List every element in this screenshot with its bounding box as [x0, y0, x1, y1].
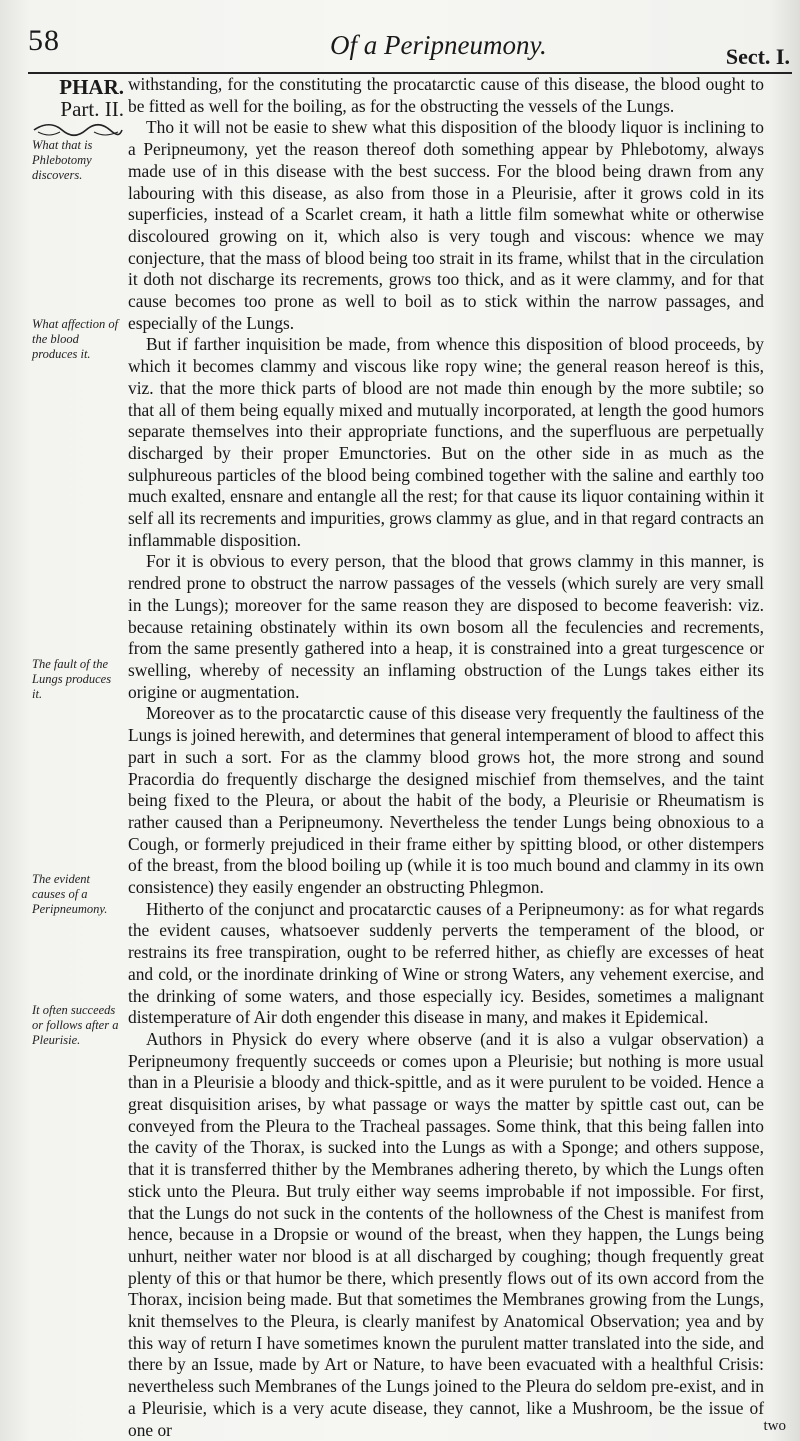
- part-line-phar: PHAR.: [59, 75, 124, 99]
- part-block: [32, 76, 124, 137]
- paragraph: Tho it will not be easie to shew what this disposition of the bloody liquor is inclining to a Peripneumony, yet the reason thereof doth something appear by Phlebotomy, always made use of in this disease with the best success. For the blood being drawn from any labouring with this disease, as also from those in a Pleurisie, after it grows cold in its superficies, instead of a Scarlet cream, it hath a little film somewhat white or otherwise discoloured growing on it, which also is very tough and viscous: whence we may conjecture, that the mass of blood being too strait in its frame, whilst that in the circulation it doth not discharge its recrements, grows too thick, and as it were clammy, and for that cause becomes too prone as well to boil as to stick within the narrow passages, and especially of the Lungs.: [128, 117, 764, 333]
- paragraph: But if farther inquisition be made, from whence this disposition of blood proceeds, by which it becomes clammy and viscous like ropy wine; the general reason hereof is this, viz. that the more thick parts of blood are not made thin enough by the more subtile; so that all of them being equally mixed and mutually incorporated, at length the good humors separate themselves into their appropriate functions, and the superfluous are perpetually discharged by their proper Emunctories. But on the other side in as much as the sulphureous particles of the blood being combined together with the saline and earthly too much exalted, ensnare and entangle all the rest; for that cause its liquor containing within it self all its recrements and impurities, grows clammy as glue, and in that regard contracts an inflammable disposition.: [128, 334, 765, 550]
- margin-note: The evident causes of a Peripneumony.: [32, 872, 108, 916]
- paragraph: Moreover as to the procatarctic cause of this disease very frequently the faultiness of the Lungs is joined herewith, and determines that general intemperament of blood to affect this part in such a sort. For as the clammy blood grows hot, the more strong and sound Pracordia do frequently discharge the designed mischief from themselves, and the taint being fixed to the Pleura, or about the habit of the body, a Pleurisie or Rheumatism is rather caused than a Peripneumony. Nevertheless the tender Lungs being obnoxious to a Cough, or formerly prejudiced in their frame either by spitting blood, or other distempers of the breast, from the blood boiling up (while it is too much bound and clammy in its own consistence) they easily engender an obstructing Phlegmon.: [128, 703, 764, 898]
- margin-note: What affection of the blood produces it.: [32, 317, 119, 361]
- part-line-part: Part. II.: [60, 97, 124, 121]
- section-label: Sect. I.: [725, 44, 790, 69]
- paragraph: withstanding, for the constituting the procatarctic cause of this disease, the blood ought to be fitted as well for the boiling, as for the obstructing the vessels of the Lungs.: [128, 74, 764, 116]
- paragraph: For it is obvious to every person, that the blood that grows clammy in this manner, is rendred prone to obstruct the narrow passages of the vessels (which surely are very small in the Lungs); moreover for the same reason they are disposed to become feaverish: viz. because retaining obstinately within its own bosom all the feculencies and recrements, from the same presently gathered into a heap, it is constrained into a great turgescence or swelling, whereby of necessity an inflaming obstruction of the Lungs takes either its origine or augmentation.: [128, 551, 764, 702]
- paragraph: Authors in Physick do every where observe (and it is also a vulgar observation) a Peripneumony frequently succeeds or comes upon a Pleurisie; but nothing is more usual than in a Pleurisie a bloody and thick-spittle, and as it were purulent to be voided. Hence a great disquisition arises, by what passage or ways the matter by spittle cast out, can be conveyed from the Pleura to the Tracheal passages. Some think, that this being fallen into the cavity of the Thorax, is sucked into the Lungs as with a Sponge; and others suppose, that it is transferred thither by the Membranes adhering thereto, by which the Lungs often stick unto the Pleura. But truly either way seems improbable if not impossible. For first, that the Lungs do not suck in the contents of the hollowness of the Chest is manifest from hence, because in a Dropsie or wound of the breast, when they happen, the Lungs being unhurt, neither water nor blood is at all discharged by coughing; though frequently great plenty of this or that humor be there, which presently flows out of its own accord from the Thorax, incision being made. But that sometimes the Membranes growing from the Lungs, knit themselves to the Pleura, is clearly manifest by Anatomical Observation; yea and by this way of return I have sometimes known the purulent matter translated into the side, and there by an Issue, made by Art or Nature, to have been evacuated with a healthful Crisis: nevertheless such Membranes of the Lungs joined to the Pleura do seldom pre-exist, and in a Pleurisie, which is a very acute disease, they cannot, like a Mushroom, be the issue of one or: [128, 1028, 764, 1440]
- flourish-ornament-icon: [32, 123, 124, 137]
- body-text: [128, 74, 764, 1441]
- running-title: Of a Peripneumony.: [330, 30, 547, 60]
- margin-note: It often succeeds or follows after a Pleurisie.: [32, 1003, 119, 1047]
- margin-note: The fault of the Lungs produces it.: [32, 657, 112, 701]
- page-number: 58: [28, 24, 60, 57]
- paragraph: Hitherto of the conjunct and procatarctic causes of a Peripneumony: as for what regards the evident causes, whatsoever suddenly perverts the temperament of the blood, or restrains its free transpiration, ought to be referred hither, as chiefly are excesses of heat and cold, or the inordinate drinking of Wine or strong Waters, any vehement exercise, and the drinking of some waters, and those especially icy. Besides, sometimes a malignant distemperature of Air doth engender this disease in many, and makes it Epidemical.: [128, 898, 764, 1028]
- margin-note: What that is Phlebotomy discovers.: [32, 138, 93, 182]
- catchword: two: [763, 1418, 786, 1434]
